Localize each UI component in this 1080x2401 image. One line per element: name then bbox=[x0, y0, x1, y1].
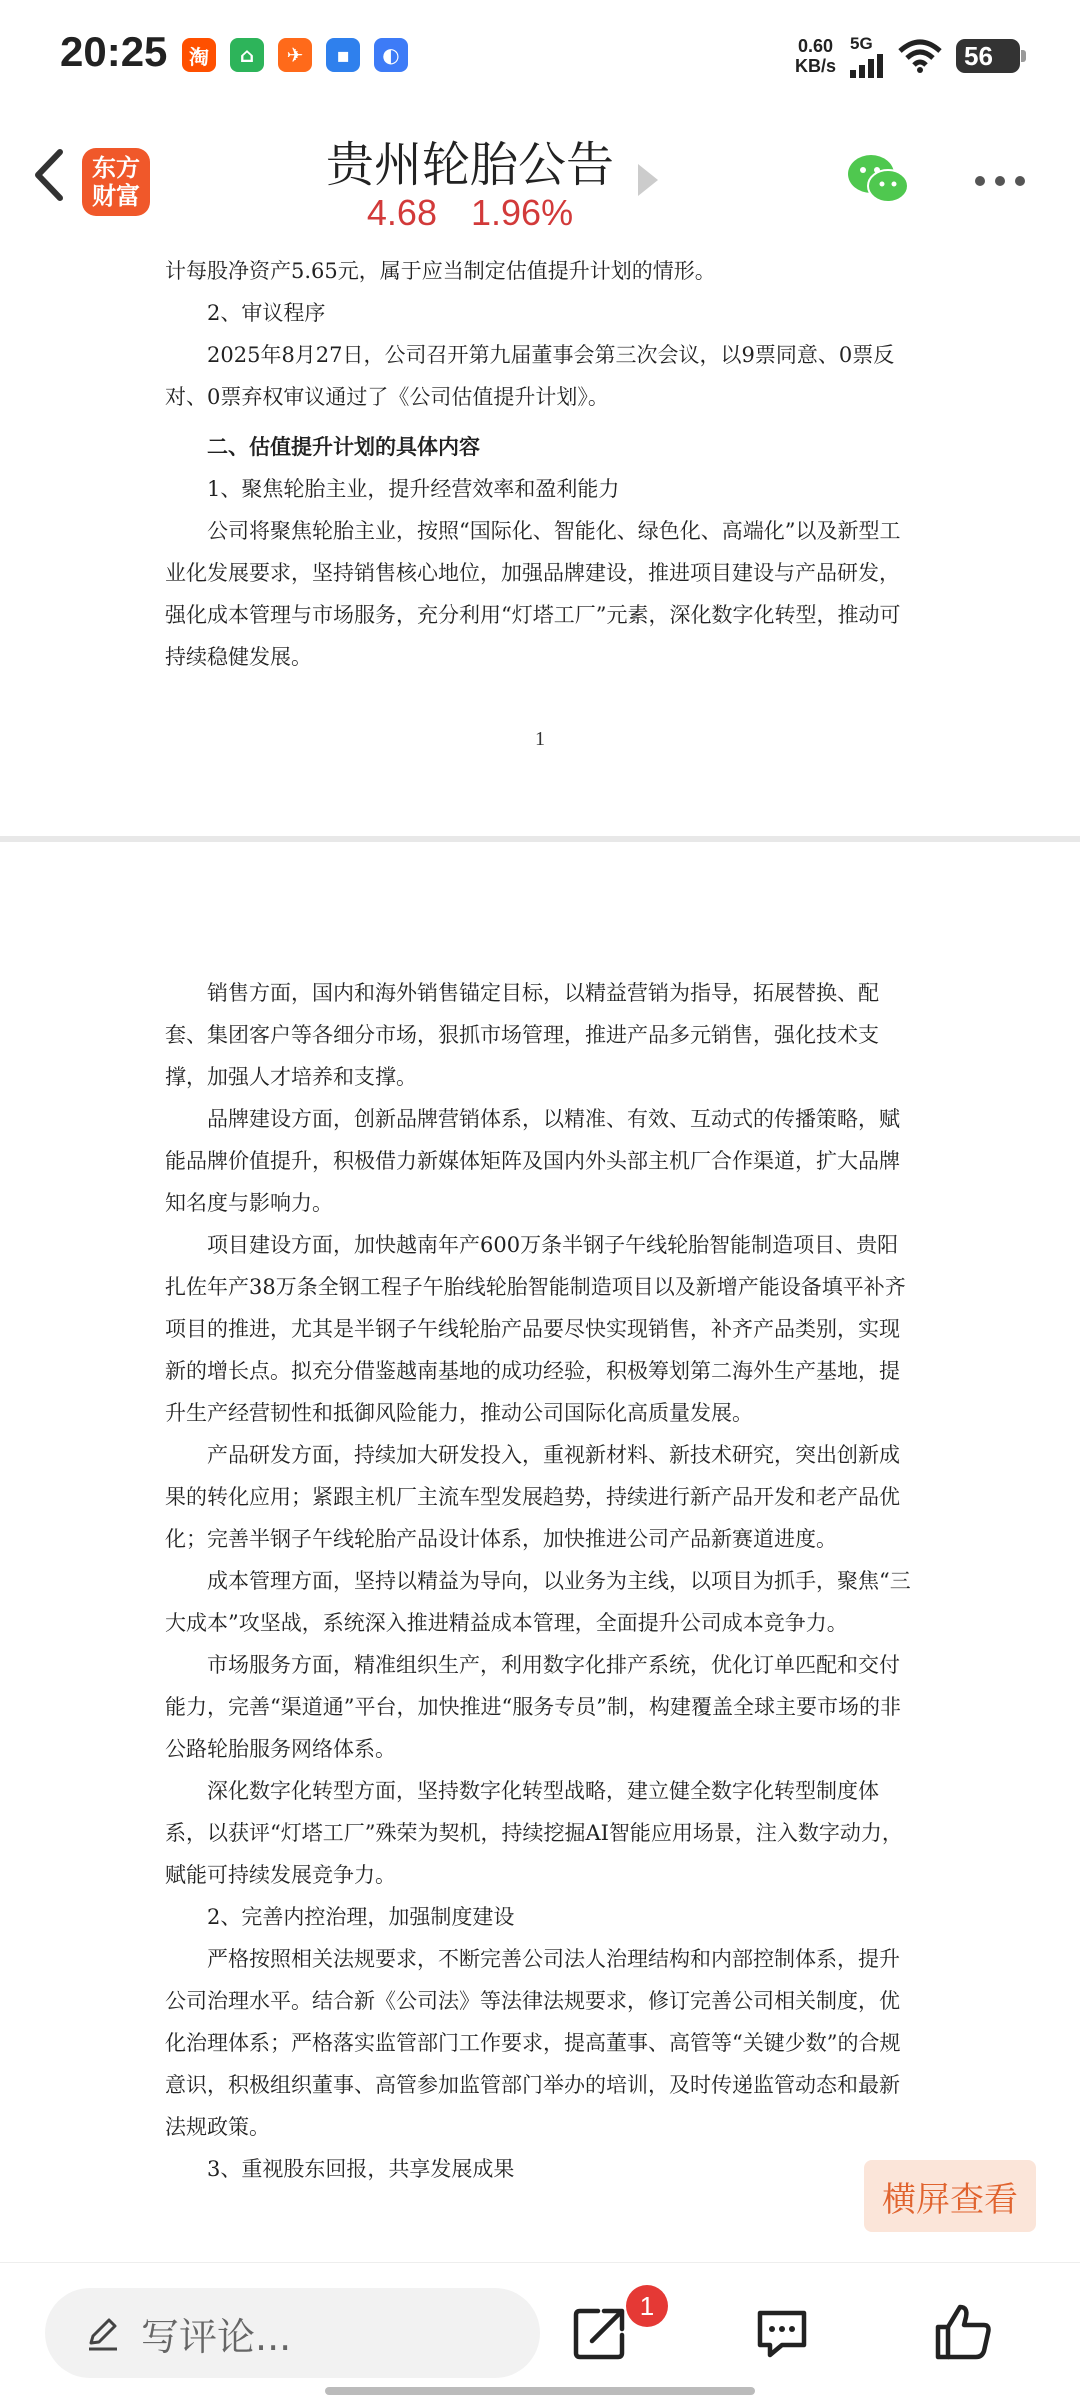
doc-paragraph: 深化数字化转型方面，坚持数字化转型战略，建立健全数字化转型制度体系，以获评“灯塔工厂”殊荣为契机，持续挖掘AI智能应用场景，注入数字动力，赋能可持续发展竞争力。 bbox=[165, 1779, 903, 1887]
bottom-bar bbox=[0, 2262, 1080, 2401]
chat-app-icon: ▪ bbox=[326, 38, 360, 72]
stock-change: 1.96% bbox=[471, 192, 574, 233]
share-count-badge: 1 bbox=[626, 2285, 668, 2327]
doc-paragraph: 产品研发方面，持续加大研发投入，重视新材料、新技术研究，突出创新成果的转化应用；紧跟主机厂主流车型发展趋势，持续进行新产品开发和老产品优化；完善半钢子午线轮胎产品设计体系，加快推进公司产品新赛道进度。 bbox=[165, 1443, 900, 1551]
pencil-icon bbox=[83, 2313, 123, 2353]
header bbox=[0, 110, 1080, 251]
stock-quote bbox=[0, 192, 940, 234]
landscape-view-button[interactable]: 横屏查看 bbox=[864, 2160, 1036, 2232]
comment-placeholder: 写评论... bbox=[141, 2314, 292, 2359]
thumbs-up-icon[interactable] bbox=[932, 2301, 994, 2363]
wechat-share-icon[interactable] bbox=[846, 152, 910, 208]
net-speed: 0.60 KB/s bbox=[794, 36, 836, 76]
page-divider bbox=[0, 836, 1080, 842]
comments-icon[interactable] bbox=[752, 2303, 812, 2363]
doc-paragraph: 成本管理方面，坚持以精益为导向，以业务为主线，以项目为抓手，聚焦“三大成本”攻坚战，系统深入推进精益成本管理，全面提升公司成本竞争力。 bbox=[165, 1569, 911, 1635]
battery-indicator: 56 bbox=[956, 39, 1020, 73]
page-title: 贵州轮胎公告 bbox=[325, 137, 614, 193]
feishu-icon: ✈ bbox=[278, 38, 312, 72]
doc-paragraph: 项目建设方面，加快越南年产600万条半钢子午线轮胎智能制造项目、贵阳扎佐年产38万条全钢工程子午胎线轮胎智能制造项目以及新增产能设备填平补齐项目的推进，尤其是半钢子午线轮胎产品要尽快实现销售，补齐产品类别，实现新的增长点。拟充分借鉴越南基地的成功经验，积极筹划第二海外生产基地，提升生产经营韧性和抵御风险能力，推动公司国际化高质量发展。 bbox=[165, 1233, 906, 1425]
doc-paragraph: 销售方面，国内和海外销售锚定目标，以精益营销为指导，拓展替换、配套、集团客户等各细分市场，狠抓市场管理，推进产品多元销售，强化技术支撑，加强人才培养和支撑。 bbox=[165, 981, 879, 1089]
page-number: 1 bbox=[535, 728, 545, 750]
network-type: 5G bbox=[850, 34, 873, 53]
signal-icon bbox=[850, 54, 884, 78]
doc-heading: 3、重视股东回报，共享发展成果 bbox=[207, 2157, 515, 2181]
doc-heading: 2、完善内控治理，加强制度建设 bbox=[207, 1905, 515, 1929]
status-bar bbox=[0, 0, 1080, 110]
doc-paragraph: 2025年8月27日，公司召开第九届董事会第三次会议，以9票同意、0票反对、0票弃权审议通过了《公司估值提升计划》。 bbox=[165, 343, 895, 409]
doc-paragraph: 公司将聚焦轮胎主业，按照“国际化、智能化、绿色化、高端化”以及新型工业化发展要求，坚持销售核心地位，加强品牌建设，推进项目建设与产品研发，强化成本管理与市场服务，充分利用“灯塔工厂”元素，深化数字化转型，推动可持续稳健发展。 bbox=[165, 519, 901, 669]
wifi-icon bbox=[898, 39, 942, 73]
doc-paragraph: 市场服务方面，精准组织生产，利用数字化排产系统，优化订单匹配和交付能力，完善“渠道通”平台，加快推进“服务专员”制，构建覆盖全球主要市场的非公路轮胎服务网络体系。 bbox=[165, 1653, 901, 1761]
more-menu-icon[interactable] bbox=[975, 176, 1025, 186]
home-indicator bbox=[325, 2387, 755, 2395]
doc-heading: 1、聚焦轮胎主业，提升经营效率和盈利能力 bbox=[207, 477, 620, 501]
taobao-icon: 淘 bbox=[182, 38, 216, 72]
doc-section-heading: 二、估值提升计划的具体内容 bbox=[207, 434, 480, 459]
document-viewer[interactable] bbox=[0, 250, 1080, 2260]
stock-price: 4.68 bbox=[366, 192, 437, 233]
share-icon[interactable] bbox=[570, 2303, 630, 2363]
system-icons bbox=[795, 34, 1020, 78]
home-app-icon: ⌂ bbox=[230, 38, 264, 72]
doc-paragraph: 品牌建设方面，创新品牌营销体系，以精准、有效、互动式的传播策略，赋能品牌价值提升，积极借力新媒体矩阵及国内外头部主机厂合作渠道，扩大品牌知名度与影响力。 bbox=[165, 1107, 900, 1215]
clock: 20:25 bbox=[60, 28, 168, 75]
notification-icons bbox=[182, 38, 408, 72]
doc-heading: 2、审议程序 bbox=[207, 301, 326, 325]
doc-paragraph: 严格按照相关法规要求，不断完善公司法人治理结构和内部控制体系，提升公司治理水平。结合新《公司法》等法律法规要求，修订完善公司相关制度，优化治理体系；严格落实监管部门工作要求，提高董事、高管等“关键少数”的合规意识，积极组织董事、高管参加监管部门举办的培训，及时传递监管动态和最新法规政策。 bbox=[165, 1947, 901, 2139]
doc-paragraph: 计每股净资产5.65元，属于应当制定估值提升计划的情形。 bbox=[165, 259, 716, 283]
comment-input[interactable] bbox=[45, 2288, 540, 2378]
eastmoney-logo[interactable]: 东方 财富 bbox=[82, 148, 150, 216]
browser-icon: ◐ bbox=[374, 38, 408, 72]
